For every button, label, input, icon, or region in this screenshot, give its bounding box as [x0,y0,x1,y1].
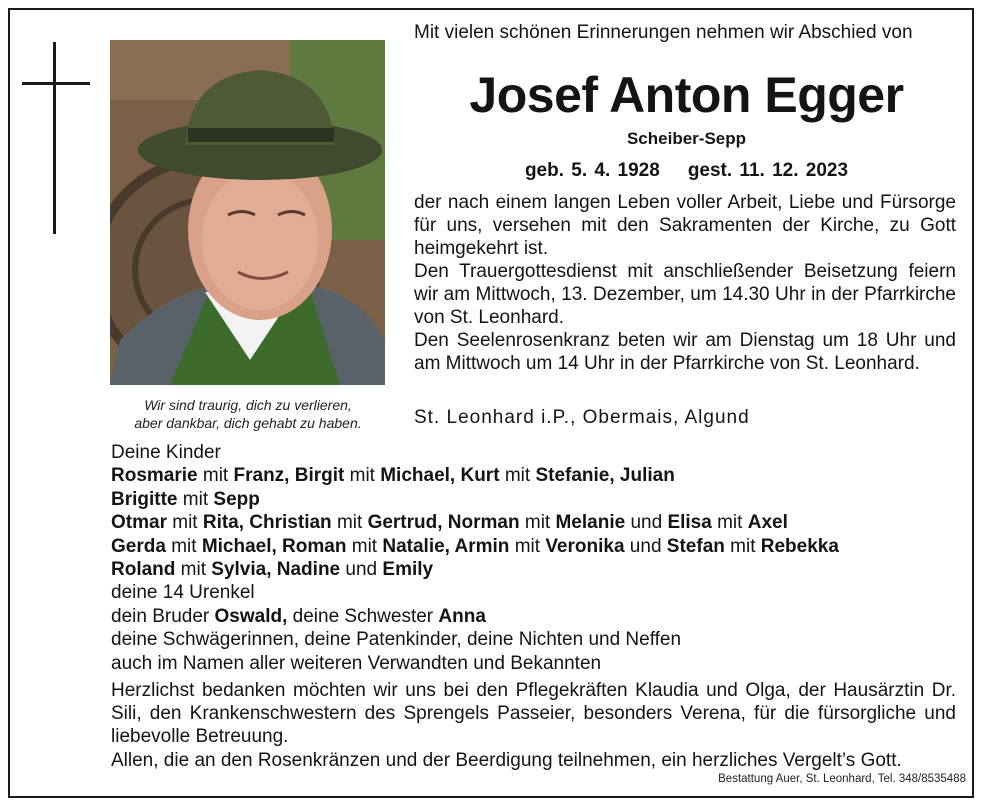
photo-caption-line: Wir sind traurig, dich zu verlieren, [144,397,352,413]
family-line: Rosmarie mit Franz, Birgit mit Michael, Kurt mit Stefanie, Julian [111,465,675,487]
life-dates [414,158,959,184]
undertaker-credit: Bestattung Auer, St. Leonhard, Tel. 348/8535488 [718,773,966,785]
birth-date: geb. 5. 4. 1928 [524,160,660,181]
family-line: Gerda mit Michael, Roman mit Natalie, Armin mit Veronika und Stefan mit Rebekka [111,535,839,557]
death-date: gest. 11. 12. 2023 [687,160,849,181]
cross-icon-bar [22,82,90,85]
intro-text: Mit vielen schönen Erinnerungen nehmen wir Abschied von [414,22,913,43]
body-paragraph: Den Trauergottesdienst mit anschließender Beisetzung feiern wir am Mittwoch, 13. Dezember, um 14.30 Uhr in der Pfarrkirche von St. Leonhard. [414,261,956,328]
family-line: auch im Namen aller weiteren Verwandten und Bekannten [111,652,602,674]
photo-caption [108,396,388,432]
family-line: Brigitte mit Sepp [111,488,260,510]
body-paragraph: Den Seelenrosenkranz beten wir am Dienstag um 18 Uhr und am Mittwoch um 14 Uhr in der Pfarrkirche von St. Leonhard. [414,330,956,374]
family-line: Roland mit Sylvia, Nadine und Emily [111,559,434,581]
family-line: Otmar mit Rita, Christian mit Gertrud, Norman mit Melanie und Elisa mit Axel [111,512,788,534]
family-header: Deine Kinder [111,442,221,463]
announcement-body [414,191,956,375]
body-paragraph: der nach einem langen Leben voller Arbeit, Liebe und Fürsorge für uns, versehen mit den Sakramenten der Kirche, zu Gott heimgekehrt ist. [414,192,956,259]
family-line: dein Bruder Oswald, deine Schwester Anna [111,605,486,627]
family-list [111,441,959,675]
thanks-paragraph: Allen, die an den Rosenkränzen und der Beerdigung teilnehmen, ein herzliches Vergelt’s Gott. [111,749,902,771]
family-line: deine 14 Urenkel [111,582,255,604]
cross-icon [53,42,56,234]
family-line: deine Schwägerinnen, deine Patenkinder, deine Nichten und Neffen [111,629,682,651]
photo-caption-line: aber dankbar, dich gehabt zu haben. [134,415,362,431]
nickname: Scheiber-Sepp [626,129,747,148]
deceased-name: Josef Anton Egger [469,67,904,123]
place-line: St. Leonhard i.P., Obermais, Algund [414,407,750,428]
portrait-photo [110,40,385,385]
thanks-paragraph: Herzlichst bedanken möchten wir uns bei den Pflegekräften Klaudia und Olga, der Hausärztin Dr. Sili, den Krankenschwestern des Sprengels Passeier, besonders Verena, für die fürsorgliche und liebevolle Betreuung. [111,680,956,748]
thanks-section [111,679,956,772]
